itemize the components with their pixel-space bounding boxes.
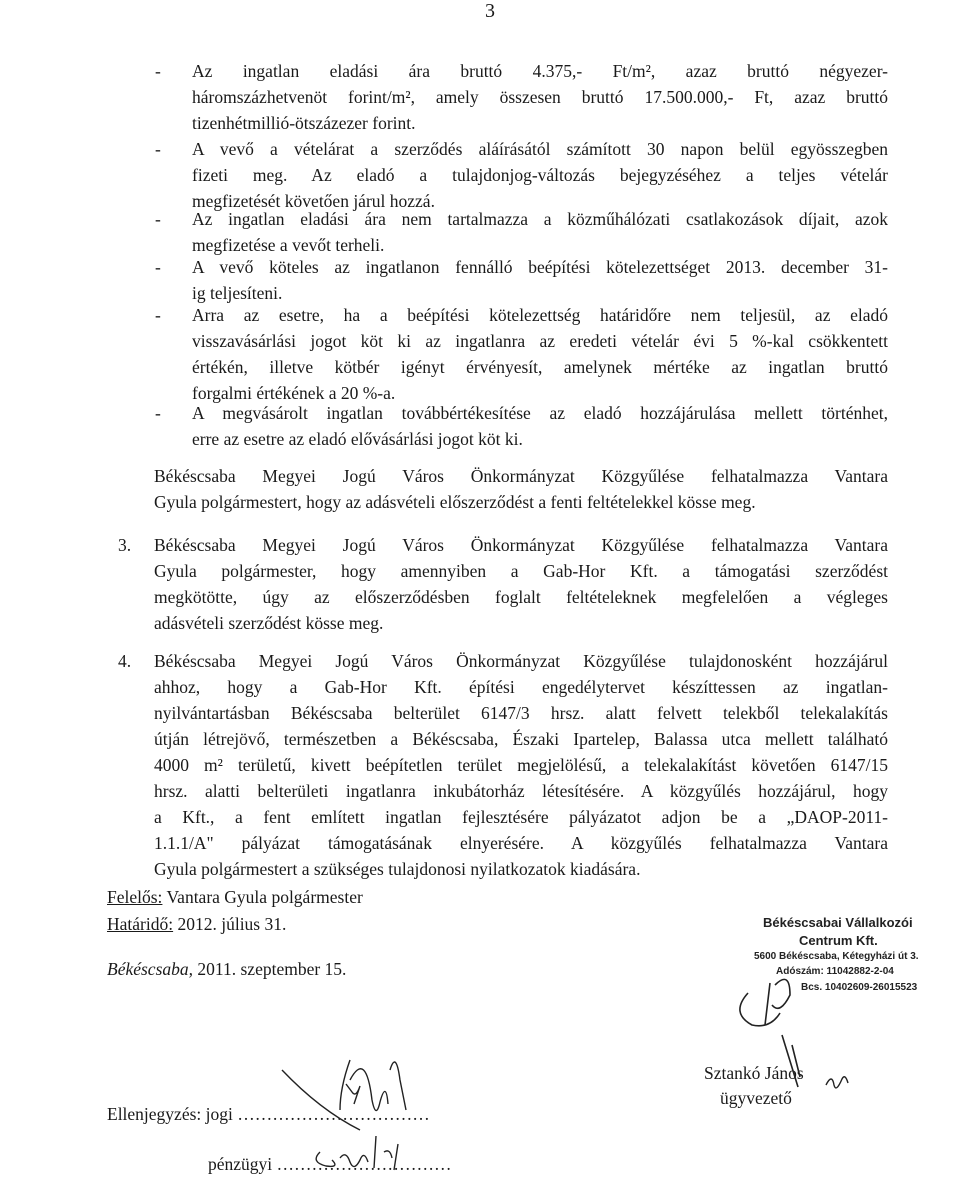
bullet-line: forgalmi értékének a 20 %-a.	[192, 383, 396, 403]
item4-line: hrsz. alatti belterületi ingatlanra inkubátorház létesítésére. A közgyűlés hozzájárul, hogy	[154, 781, 888, 801]
countersign-financial: pénzügyi …………………………	[208, 1154, 452, 1174]
stamp-company: Békéscsabai Vállalkozói	[763, 915, 913, 930]
signatory-title: ügyvezető	[720, 1088, 792, 1108]
place: Békéscsaba,	[107, 959, 194, 979]
bullet-line: visszavásárlási jogot köt ki az ingatlanra az eredeti vételár évi 5 %-kal csökkentett	[192, 331, 888, 351]
item4-number: 4.	[118, 651, 132, 671]
deadline-value: 2012. július 31.	[173, 914, 287, 934]
signatory-name: Sztankó János	[704, 1063, 804, 1083]
authorization-line: Békéscsaba Megyei Jogú Város Önkormányzat Közgyűlése felhatalmazza Vantara	[154, 466, 888, 486]
stamp-tax: Adószám: 11042882-2-04	[776, 966, 894, 977]
bullet-line: Arra az esetre, ha a beépítési kötelezettség határidőre nem teljesül, az eladó	[192, 305, 888, 325]
item3-line: Gyula polgármester, hogy amennyiben a Gab-Hor Kft. a támogatási szerződést	[154, 561, 888, 581]
responsible-line	[107, 886, 363, 908]
bullet-line: értékén, illetve kötbér igényt érvényesít, amelynek mértéke az ingatlan bruttó	[192, 357, 888, 377]
bullet-line: erre az esetre az eladó elővásárlási jogot köt ki.	[192, 429, 523, 449]
item3-line: adásvételi szerződést kösse meg.	[154, 613, 384, 633]
bullet-dash: -	[155, 209, 161, 229]
bullet-dash: -	[155, 139, 161, 159]
item4-line: nyilvántartásban Békéscsaba belterület 6147/3 hrsz. alatt felvett telekből telekalakítás	[154, 703, 888, 723]
item4-line: Békéscsaba Megyei Jogú Város Önkormányzat Közgyűlése tulajdonosként hozzájárul	[154, 651, 888, 671]
stamp-centrum: Centrum Kft.	[799, 933, 878, 948]
item3-number: 3.	[118, 535, 132, 555]
bullet-dash: -	[155, 403, 161, 423]
item4-line: 1.1.1/A" pályázat támogatásának elnyerésére. A közgyűlés felhatalmazza Vantara	[154, 833, 888, 853]
item4-line: ahhoz, hogy a Gab-Hor Kft. építési engedélytervet készíttessen az ingatlan-	[154, 677, 888, 697]
item3-line: Békéscsaba Megyei Jogú Város Önkormányzat Közgyűlése felhatalmazza Vantara	[154, 535, 888, 555]
bullet-dash: -	[155, 257, 161, 277]
responsible-label: Felelős:	[107, 887, 163, 907]
bullet-line: megfizetése a vevőt terheli.	[192, 235, 385, 255]
bullet-dash: -	[155, 305, 161, 325]
item3-line: megkötötte, úgy az előszerződésben foglalt feltételeknek megfelelően a végleges	[154, 587, 888, 607]
stamp-bank: Bcs. 10402609-26015523	[801, 982, 918, 993]
deadline-line	[107, 913, 286, 935]
date: 2011. szeptember 15.	[193, 959, 347, 979]
deadline-label: Határidő:	[107, 914, 174, 934]
bullet-line: A vevő a vételárat a szerződés aláírásától számított 30 napon belül egyösszegben	[192, 139, 888, 159]
bullet-line: Az ingatlan eladási ára nem tartalmazza a közműhálózati csatlakozások díjait, azok	[192, 209, 888, 229]
authorization-line: Gyula polgármestert, hogy az adásvételi előszerződést a fenti feltételekkel kösse meg.	[154, 492, 756, 512]
bullet-dash: -	[155, 61, 161, 81]
bullet-line: Az ingatlan eladási ára bruttó 4.375,- Ft/m², azaz bruttó négyezer-	[192, 61, 888, 81]
legal-signature-graphic	[280, 1040, 460, 1180]
director-signature-graphic	[730, 965, 930, 1115]
date-line	[107, 958, 346, 980]
bullet-line: háromszázhetvenöt forint/m², amely összesen bruttó 17.500.000,- Ft, azaz bruttó	[192, 87, 888, 107]
bullet-line: A vevő köteles az ingatlanon fennálló beépítési kötelezettséget 2013. december 31-	[192, 257, 888, 277]
item4-line: 4000 m² területű, kivett beépítetlen terület megjelölésű, a telekalakítást követően 6147/15	[154, 755, 888, 775]
countersign-legal: Ellenjegyzés: jogi ……………………………	[107, 1104, 430, 1124]
bullet-line: ig teljesíteni.	[192, 283, 283, 303]
bullet-line: tizenhétmillió-ötszázezer forint.	[192, 113, 416, 133]
responsible-value: Vantara Gyula polgármester	[162, 887, 363, 907]
item4-line: a Kft., a fent említett ingatlan fejlesztésére pályázatot adjon be a „DAOP-2011-	[154, 807, 888, 827]
item4-line: útján létrejövő, természetben a Békéscsaba, Északi Ipartelep, Balassa utca mellett található	[154, 729, 888, 749]
bullet-line: megfizetését követően járul hozzá.	[192, 191, 435, 211]
bullet-line: A megvásárolt ingatlan továbbértékesítése az eladó hozzájárulása mellett történhet,	[192, 403, 888, 423]
bullet-line: fizeti meg. Az eladó a tulajdonjog-változás bejegyzéséhez a teljes vételár	[192, 165, 888, 185]
item4-line: Gyula polgármestert a szükséges tulajdonosi nyilatkozatok kiadására.	[154, 859, 641, 879]
stamp-address: 5600 Békéscsaba, Kétegyházi út 3.	[754, 951, 919, 962]
page-number: 3	[485, 0, 495, 22]
